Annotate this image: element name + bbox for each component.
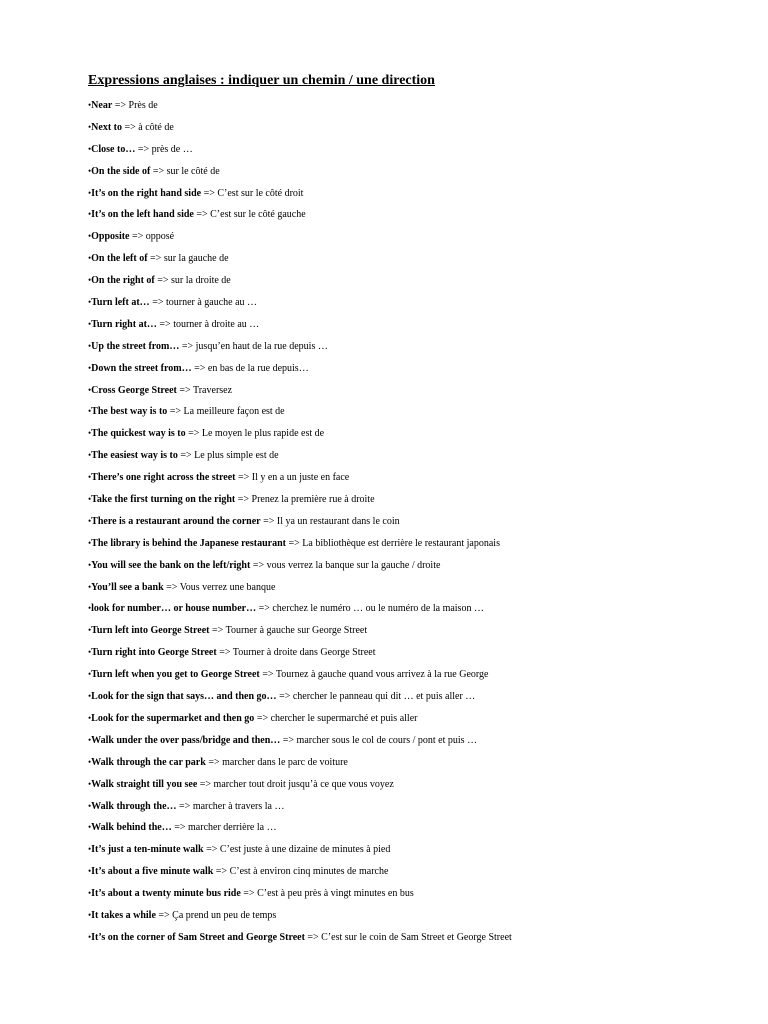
bullet-icon: • [88,909,92,920]
english-expression: On the left of [91,253,148,265]
bullet-icon: • [88,428,92,439]
page-title: Expressions anglaises : indiquer un chemin / une direction [88,73,435,88]
french-translation: => Le plus simple est de [177,450,279,462]
french-translation: => Prenez la première rue à droite [235,494,375,506]
list-item [88,140,512,162]
french-translation: => sur le côté de [150,165,220,177]
english-expression: Close to… [91,143,136,155]
list-item [88,643,512,665]
bullet-icon: • [88,121,92,132]
english-expression: Turn right at… [91,318,157,330]
bullet-icon: • [88,822,92,833]
list-item [88,424,512,446]
french-translation: => Le moyen le plus rapide est de [185,428,325,440]
list-item [88,359,512,381]
list-item [88,271,512,293]
list-item [88,512,512,534]
french-translation: => marcher sous le col de cours / pont et puis … [280,734,478,746]
list-item [88,797,512,819]
bullet-icon: • [88,581,92,592]
bullet-icon: • [88,253,92,264]
french-translation: => près de … [135,143,193,155]
list-item [88,162,512,184]
list-item [88,534,512,556]
french-translation: => Traversez [176,384,233,396]
list-item [88,621,512,643]
english-expression: You’ll see a bank [91,581,164,593]
bullet-icon: • [88,669,92,680]
list-item [88,184,512,206]
list-item [88,775,512,797]
list-item [88,337,512,359]
list-item [88,840,512,862]
bullet-icon: • [88,362,92,373]
english-expression: Next to [91,121,122,133]
english-expression: Look for the sign that says… and then go… [91,691,277,703]
bullet-icon: • [88,844,92,855]
english-expression: Turn right into George Street [91,647,217,659]
list-item [88,205,512,227]
list-item [88,818,512,840]
list-item [88,862,512,884]
bullet-icon: • [88,209,92,220]
bullet-icon: • [88,625,92,636]
french-translation: => en bas de la rue depuis… [191,362,309,374]
french-translation: => C’est sur le côté gauche [193,209,306,221]
english-expression: You will see the bank on the left/right [91,559,251,571]
bullet-icon: • [88,734,92,745]
bullet-icon: • [88,866,92,877]
bullet-icon: • [88,691,92,702]
english-expression: The best way is to [91,406,168,418]
english-expression: Turn left into George Street [91,625,210,637]
bullet-icon: • [88,712,92,723]
bullet-icon: • [88,384,92,395]
list-item [88,665,512,687]
french-translation: => C’est sur le côté droit [201,187,304,199]
french-translation: => C’est à environ cinq minutes de marche [213,866,389,878]
french-translation: => C’est à peu près à vingt minutes en bus [240,888,414,900]
english-expression: The library is behind the Japanese restaurant [91,537,286,549]
english-expression: Turn left when you get to George Street [91,669,260,681]
french-translation: => Tourner à gauche sur George Street [209,625,368,637]
english-expression: It’s on the left hand side [91,209,194,221]
bullet-icon: • [88,888,92,899]
list-item [88,578,512,600]
english-expression: On the side of [91,165,151,177]
list-item [88,446,512,468]
french-translation: => Il ya un restaurant dans le coin [260,515,400,527]
french-translation: => Tourner à droite dans George Street [216,647,376,659]
list-item [88,402,512,424]
french-translation: => opposé [129,231,175,243]
english-expression: look for number… or house number… [91,603,257,615]
english-expression: Take the first turning on the right [91,494,236,506]
french-translation: => marcher derrière la … [171,822,277,834]
list-item [88,556,512,578]
french-translation: => sur la droite de [154,275,231,287]
bullet-icon: • [88,647,92,658]
english-expression: There’s one right across the street [91,472,236,484]
bullet-icon: • [88,187,92,198]
list-item [88,381,512,403]
english-expression: It’s about a five minute walk [91,866,214,878]
bullet-icon: • [88,231,92,242]
list-item [88,731,512,753]
list-item [88,687,512,709]
list-item [88,928,512,950]
bullet-icon: • [88,340,92,351]
bullet-icon: • [88,778,92,789]
bullet-icon: • [88,165,92,176]
bullet-icon: • [88,406,92,417]
list-item [88,753,512,775]
english-expression: Walk straight till you see [91,778,198,790]
french-translation: => tourner à gauche au … [149,297,258,309]
english-expression: Up the street from… [91,340,180,352]
list-item [88,906,512,928]
list-item [88,490,512,512]
english-expression: The easiest way is to [91,450,178,462]
expression-list [88,96,512,950]
french-translation: => tourner à droite au … [156,318,260,330]
french-translation: => Vous verrez une banque [163,581,276,593]
french-translation: => Ça prend un peu de temps [155,909,277,921]
english-expression: Walk under the over pass/bridge and then… [91,734,281,746]
list-item [88,599,512,621]
bullet-icon: • [88,100,92,110]
bullet-icon: • [88,800,92,811]
french-translation: => C’est juste à une dizaine de minutes à pied [203,844,391,856]
bullet-icon: • [88,297,92,308]
french-translation: => jusqu’en haut de la rue depuis … [179,340,328,352]
french-translation: => Il y en a un juste en face [235,472,350,484]
english-expression: Down the street from… [91,362,192,374]
english-expression: The quickest way is to [91,428,186,440]
list-item [88,709,512,731]
french-translation: => Près de [112,100,158,111]
french-translation: => Tournez à gauche quand vous arrivez à la rue George [259,669,489,681]
french-translation: => marcher dans le parc de voiture [205,756,348,768]
french-translation: => La bibliothèque est derrière le restaurant japonais [286,537,500,549]
english-expression: It’s just a ten-minute walk [91,844,204,856]
english-expression: Walk through the… [91,800,177,812]
list-item [88,118,512,140]
english-expression: It’s about a twenty minute bus ride [91,888,241,900]
english-expression: Opposite [91,231,130,243]
french-translation: => C’est sur le coin de Sam Street et George Street [304,931,512,943]
english-expression: There is a restaurant around the corner [91,515,261,527]
bullet-icon: • [88,275,92,286]
english-expression: Walk behind the… [91,822,172,834]
french-translation: => vous verrez la banque sur la gauche / droite [250,559,441,571]
french-translation: => cherchez le numéro … ou le numéro de la maison … [256,603,484,615]
french-translation: => sur la gauche de [147,253,229,265]
bullet-icon: • [88,318,92,329]
bullet-icon: • [88,515,92,526]
bullet-icon: • [88,143,92,154]
list-item [88,227,512,249]
bullet-icon: • [88,931,92,942]
bullet-icon: • [88,603,92,614]
bullet-icon: • [88,450,92,461]
list-item [88,884,512,906]
english-expression: Walk through the car park [91,756,206,768]
english-expression: It’s on the corner of Sam Street and George Street [91,931,305,943]
bullet-icon: • [88,537,92,548]
english-expression: Turn left at… [91,297,150,309]
bullet-icon: • [88,472,92,483]
english-expression: It’s on the right hand side [91,187,202,199]
french-translation: => marcher tout droit jusqu’à ce que vous voyez [197,778,394,790]
english-expression: Cross George Street [91,384,177,396]
french-translation: => La meilleure façon est de [167,406,285,418]
french-translation: => à côté de [121,121,174,133]
list-item [88,468,512,490]
bullet-icon: • [88,559,92,570]
french-translation: => chercher le panneau qui dit … et puis aller … [276,691,476,703]
list-item [88,96,512,118]
english-expression: Near [91,100,113,111]
bullet-icon: • [88,494,92,505]
list-item [88,293,512,315]
english-expression: Look for the supermarket and then go [91,712,255,724]
french-translation: => marcher à travers la … [176,800,285,812]
bullet-icon: • [88,756,92,767]
list-item [88,315,512,337]
french-translation: => chercher le supermarché et puis aller [254,712,418,724]
list-item [88,249,512,271]
english-expression: It takes a while [91,909,156,921]
english-expression: On the right of [91,275,155,287]
